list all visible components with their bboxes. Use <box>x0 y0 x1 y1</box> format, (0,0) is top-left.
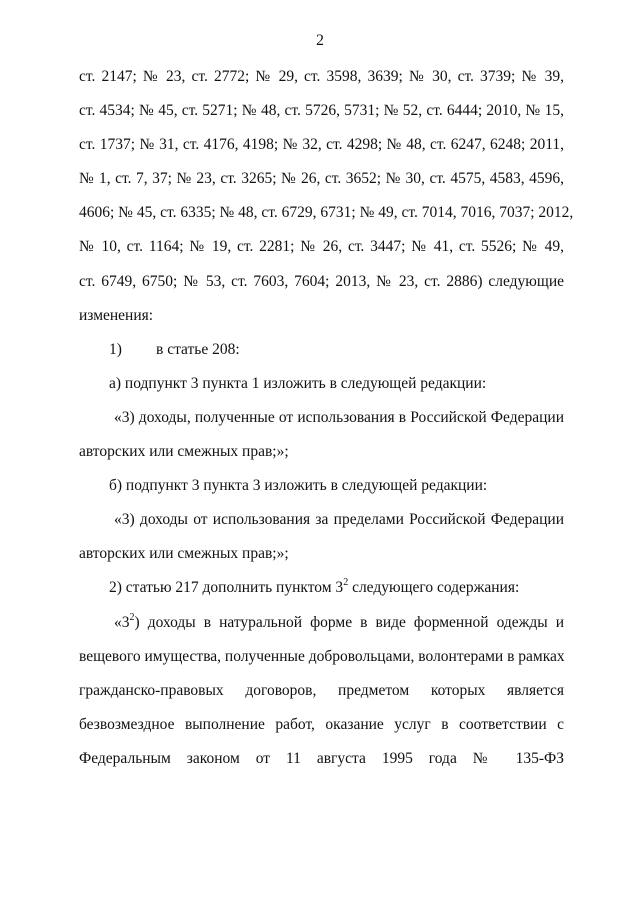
text-line: авторских или смежных прав;»; <box>79 443 289 461</box>
quote-open: «3 <box>114 613 130 631</box>
list-item-text: в статье 208: <box>156 340 240 358</box>
list-item-number: 1) <box>109 340 122 358</box>
text-line: безвозмездное выполнение работ, оказание услуг в соответствии с <box>79 715 564 733</box>
quote-text: ) доходы в натуральной форме в виде форменной одежды и <box>134 613 564 631</box>
subitem-b: б) подпункт 3 пункта 3 изложить в следующей редакции: <box>109 477 488 495</box>
text-line: гражданско-правовых договоров, предметом которых является <box>79 681 564 699</box>
text-line: 4606; № 45, ст. 6335; № 48, ст. 6729, 6731; № 49, ст. 7014, 7016, 7037; 2012, <box>79 204 574 222</box>
text-line: авторских или смежных прав;»; <box>79 545 289 563</box>
quote-line: «3) доходы, полученные от использования в Российской Федерации <box>114 408 564 426</box>
quote-line: «3) доходы от использования за пределами Российской Федерации <box>114 511 564 529</box>
text-line: № 1, ст. 7, 37; № 23, ст. 3265; № 26, ст. 3652; № 30, ст. 4575, 4583, 4596, <box>79 170 564 188</box>
list-item-1 <box>79 333 564 367</box>
text-line: ст. 6749, 6750; № 53, ст. 7603, 7604; 2013, № 23, ст. 2886) следующие <box>79 272 564 290</box>
list-item-text: 2) статью 217 дополнить пунктом 3 <box>109 579 344 597</box>
superscript: 2 <box>129 611 135 623</box>
list-item-text-tail: следующего содержания: <box>348 579 520 597</box>
quote-line <box>79 606 564 640</box>
text-line: вещевого имущества, полученные добровольцами, волонтерами в рамках <box>79 647 565 665</box>
page-number: 2 <box>316 32 324 49</box>
text-line: изменения: <box>79 306 154 324</box>
text-line: ст. 1737; № 31, ст. 4176, 4198; № 32, ст. 4298; № 48, ст. 6247, 6248; 2011, <box>79 136 564 154</box>
list-item-2 <box>79 571 564 605</box>
text-line: ст. 4534; № 45, ст. 5271; № 48, ст. 5726, 5731; № 52, ст. 6444; 2010, № 15, <box>79 102 564 120</box>
text-line: ст. 2147; № 23, ст. 2772; № 29, ст. 3598, 3639; № 30, ст. 3739; № 39, <box>79 68 564 85</box>
text-line: № 10, ст. 1164; № 19, ст. 2281; № 26, ст. 3447; № 41, ст. 5526; № 49, <box>79 238 564 256</box>
body-text <box>79 60 574 776</box>
subitem-a: а) подпункт 3 пункта 1 изложить в следующей редакции: <box>109 374 487 392</box>
superscript: 2 <box>343 577 349 589</box>
text-line: Федеральным законом от 11 августа 1995 года № 135-ФЗ <box>79 749 564 767</box>
